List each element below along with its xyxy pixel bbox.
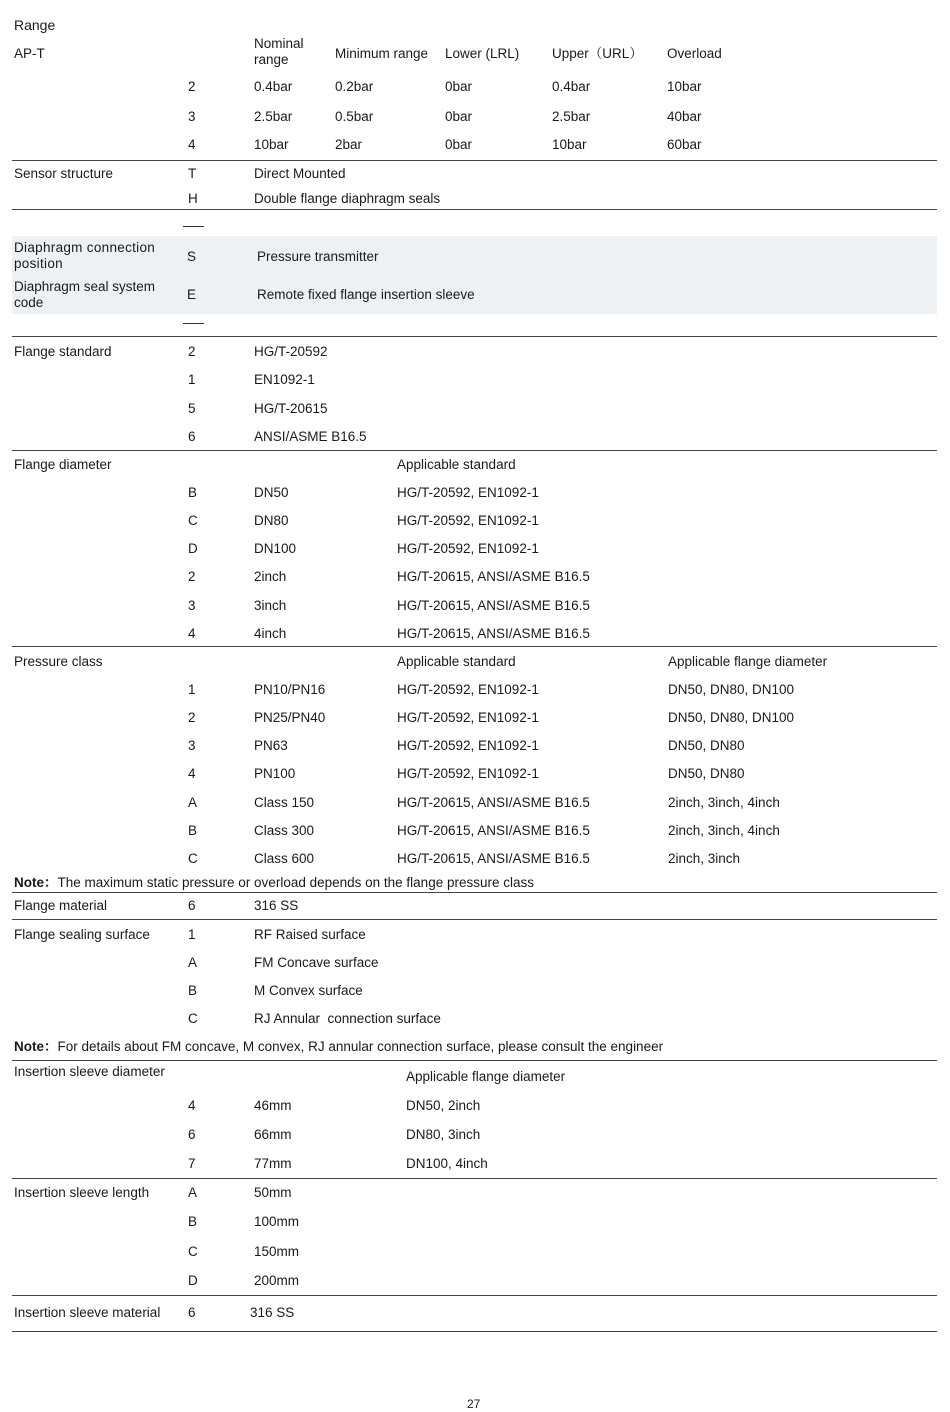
flange-diameter-desc: DN50 bbox=[254, 485, 289, 500]
section-divider bbox=[12, 1331, 937, 1332]
sleeve-length-desc: 50mm bbox=[254, 1185, 292, 1200]
flange-sealing-note bbox=[14, 1039, 663, 1055]
sensor-structure-label: Sensor structure bbox=[14, 166, 114, 181]
section-divider bbox=[12, 1295, 937, 1296]
pressure-class-note bbox=[14, 875, 534, 891]
sleeve-length-desc: 100mm bbox=[254, 1214, 300, 1229]
range-overload: 60bar bbox=[667, 137, 702, 152]
range-code: 4 bbox=[188, 137, 196, 152]
sleeve-length-code: D bbox=[188, 1273, 198, 1288]
sleeve-material-code: 6 bbox=[188, 1305, 196, 1320]
range-lower: 0bar bbox=[445, 79, 473, 94]
flange-diameter-desc: 3inch bbox=[254, 598, 287, 613]
range-code: 2 bbox=[188, 79, 196, 94]
note-label: Note： bbox=[14, 1039, 58, 1054]
note-text: For details about FM concave, M convex, RJ annular connection surface, please consult the engineer bbox=[57, 1039, 664, 1054]
pressure-class-std: HG/T-20615, ANSI/ASME B16.5 bbox=[397, 795, 590, 810]
sleeve-length-code: B bbox=[188, 1214, 198, 1229]
flange-diameter-code: 3 bbox=[188, 598, 196, 613]
section-divider bbox=[12, 919, 937, 920]
range-upper: 0.4bar bbox=[552, 79, 591, 94]
diaphragm-seal-label: Diaphragm seal system code bbox=[14, 279, 156, 310]
flange-standard-code: 2 bbox=[188, 344, 196, 359]
flange-material-code: 6 bbox=[188, 898, 196, 913]
sleeve-diameter-desc: 46mm bbox=[254, 1098, 292, 1113]
section-divider bbox=[12, 450, 937, 451]
sleeve-diameter-desc: 77mm bbox=[254, 1156, 292, 1171]
flange-diameter-std: HG/T-20615, ANSI/ASME B16.5 bbox=[397, 569, 590, 584]
flange-sealing-desc: RJ Annular connection surface bbox=[254, 1011, 441, 1026]
flange-sealing-desc: M Convex surface bbox=[254, 983, 363, 998]
flange-sealing-code: B bbox=[188, 983, 198, 998]
sensor-structure-code: T bbox=[188, 166, 197, 181]
pressure-class-code: 2 bbox=[188, 710, 196, 725]
range-minimum: 0.5bar bbox=[335, 109, 374, 124]
pressure-class-code: 1 bbox=[188, 682, 196, 697]
pressure-class-dia: 2inch, 3inch, 4inch bbox=[668, 823, 780, 838]
range-title: Range bbox=[14, 17, 56, 33]
sleeve-diameter-desc: 66mm bbox=[254, 1127, 292, 1142]
pressure-class-dia: 2inch, 3inch bbox=[668, 851, 741, 866]
sleeve-diameter-dia: DN80, 3inch bbox=[406, 1127, 481, 1142]
sleeve-diameter-label: Insertion sleeve diameter bbox=[14, 1064, 165, 1079]
flange-sealing-code: C bbox=[188, 1011, 198, 1026]
pressure-class-std: HG/T-20592, EN1092-1 bbox=[397, 682, 539, 697]
header-overload: Overload bbox=[667, 46, 722, 61]
range-upper: 2.5bar bbox=[552, 109, 591, 124]
flange-standard-desc: ANSI/ASME B16.5 bbox=[254, 429, 367, 444]
pressure-class-desc: Class 150 bbox=[254, 795, 315, 810]
flange-diameter-std: HG/T-20592, EN1092-1 bbox=[397, 513, 539, 528]
pressure-class-code: 3 bbox=[188, 738, 196, 753]
page-number: 27 bbox=[467, 1397, 481, 1411]
flange-diameter-std: HG/T-20592, EN1092-1 bbox=[397, 541, 539, 556]
sleeve-diameter-dia: DN50, 2inch bbox=[406, 1098, 481, 1113]
pressure-class-desc: PN25/PN40 bbox=[254, 710, 326, 725]
sensor-structure-desc: Direct Mounted bbox=[254, 166, 346, 181]
note-label: Note： bbox=[14, 875, 58, 890]
pressure-class-code: A bbox=[188, 795, 198, 810]
flange-diameter-std: HG/T-20615, ANSI/ASME B16.5 bbox=[397, 598, 590, 613]
flange-diameter-std: HG/T-20592, EN1092-1 bbox=[397, 485, 539, 500]
diaphragm-seal-code: E bbox=[187, 287, 197, 302]
pressure-class-std: HG/T-20592, EN1092-1 bbox=[397, 766, 539, 781]
pressure-class-code: 4 bbox=[188, 766, 196, 781]
section-divider bbox=[12, 336, 937, 337]
flange-sealing-desc: RF Raised surface bbox=[254, 927, 366, 942]
separator-dash bbox=[183, 226, 204, 227]
flange-diameter-label: Flange diameter bbox=[14, 457, 112, 472]
pressure-class-dia: 2inch, 3inch, 4inch bbox=[668, 795, 780, 810]
section-divider bbox=[12, 646, 937, 647]
sleeve-diameter-code: 4 bbox=[188, 1098, 196, 1113]
sleeve-length-desc: 200mm bbox=[254, 1273, 300, 1288]
flange-diameter-std: HG/T-20615, ANSI/ASME B16.5 bbox=[397, 626, 590, 641]
pressure-class-std: HG/T-20615, ANSI/ASME B16.5 bbox=[397, 851, 590, 866]
pressure-class-dia: DN50, DN80 bbox=[668, 766, 745, 781]
pressure-class-desc: PN63 bbox=[254, 738, 288, 753]
range-code: 3 bbox=[188, 109, 196, 124]
sleeve-material-desc: 316 SS bbox=[250, 1305, 295, 1320]
flange-diameter-desc: 2inch bbox=[254, 569, 287, 584]
flange-diameter-std-header: Applicable standard bbox=[397, 457, 516, 472]
separator-dash bbox=[183, 323, 204, 324]
model-code: AP-T bbox=[14, 46, 45, 61]
range-lower: 0bar bbox=[445, 109, 473, 124]
flange-standard-desc: EN1092-1 bbox=[254, 372, 315, 387]
flange-diameter-code: C bbox=[188, 513, 198, 528]
flange-standard-desc: HG/T-20592 bbox=[254, 344, 328, 359]
flange-material-label: Flange material bbox=[14, 898, 108, 913]
flange-sealing-code: 1 bbox=[188, 927, 196, 942]
range-nominal: 0.4bar bbox=[254, 79, 293, 94]
flange-standard-label: Flange standard bbox=[14, 344, 112, 359]
range-overload: 40bar bbox=[667, 109, 702, 124]
pressure-class-std: HG/T-20615, ANSI/ASME B16.5 bbox=[397, 823, 590, 838]
section-divider bbox=[12, 160, 937, 161]
sleeve-diameter-code: 6 bbox=[188, 1127, 196, 1142]
range-lower: 0bar bbox=[445, 137, 473, 152]
section-divider bbox=[12, 209, 937, 210]
pressure-class-label: Pressure class bbox=[14, 654, 103, 669]
flange-diameter-code: B bbox=[188, 485, 198, 500]
header-lower: Lower (LRL) bbox=[445, 46, 520, 61]
pressure-class-std: HG/T-20592, EN1092-1 bbox=[397, 738, 539, 753]
flange-sealing-desc: FM Concave surface bbox=[254, 955, 379, 970]
pressure-class-dia: DN50, DN80 bbox=[668, 738, 745, 753]
section-divider bbox=[12, 1178, 937, 1179]
pressure-class-dia-header: Applicable flange diameter bbox=[668, 654, 828, 669]
header-nominal-range: Nominal range bbox=[254, 36, 304, 67]
flange-standard-code: 5 bbox=[188, 401, 196, 416]
pressure-class-code: C bbox=[188, 851, 198, 866]
flange-diameter-desc: DN80 bbox=[254, 513, 289, 528]
pressure-class-std-header: Applicable standard bbox=[397, 654, 516, 669]
sleeve-length-label: Insertion sleeve length bbox=[14, 1185, 150, 1200]
flange-material-desc: 316 SS bbox=[254, 898, 299, 913]
range-overload: 10bar bbox=[667, 79, 702, 94]
note-text: The maximum static pressure or overload depends on the flange pressure class bbox=[57, 875, 534, 890]
pressure-class-dia: DN50, DN80, DN100 bbox=[668, 682, 795, 697]
sensor-structure-code: H bbox=[188, 191, 198, 206]
sleeve-material-label: Insertion sleeve material bbox=[14, 1305, 161, 1320]
pressure-class-desc: Class 600 bbox=[254, 851, 315, 866]
section-divider bbox=[12, 1060, 937, 1061]
flange-diameter-desc: 4inch bbox=[254, 626, 287, 641]
range-nominal: 10bar bbox=[254, 137, 289, 152]
diaphragm-seal-desc: Remote fixed flange insertion sleeve bbox=[257, 287, 475, 302]
pressure-class-code: B bbox=[188, 823, 198, 838]
flange-diameter-code: 2 bbox=[188, 569, 196, 584]
flange-standard-code: 6 bbox=[188, 429, 196, 444]
header-minimum-range: Minimum range bbox=[335, 46, 429, 61]
range-minimum: 0.2bar bbox=[335, 79, 374, 94]
sleeve-length-desc: 150mm bbox=[254, 1244, 300, 1259]
sleeve-diameter-dia: DN100, 4inch bbox=[406, 1156, 488, 1171]
range-upper: 10bar bbox=[552, 137, 587, 152]
sleeve-diameter-dia-header: Applicable flange diameter bbox=[406, 1069, 566, 1084]
flange-diameter-code: D bbox=[188, 541, 198, 556]
flange-diameter-desc: DN100 bbox=[254, 541, 297, 556]
flange-sealing-label: Flange sealing surface bbox=[14, 927, 150, 942]
sleeve-length-code: C bbox=[188, 1244, 198, 1259]
flange-standard-desc: HG/T-20615 bbox=[254, 401, 328, 416]
sleeve-diameter-code: 7 bbox=[188, 1156, 196, 1171]
sensor-structure-desc: Double flange diaphragm seals bbox=[254, 191, 441, 206]
flange-sealing-code: A bbox=[188, 955, 198, 970]
flange-standard-code: 1 bbox=[188, 372, 196, 387]
pressure-class-desc: PN10/PN16 bbox=[254, 682, 326, 697]
section-divider bbox=[12, 892, 937, 893]
pressure-class-std: HG/T-20592, EN1092-1 bbox=[397, 710, 539, 725]
flange-diameter-code: 4 bbox=[188, 626, 196, 641]
diaphragm-connection-label: Diaphragm connection position bbox=[14, 240, 156, 271]
diaphragm-connection-code: S bbox=[187, 249, 197, 264]
pressure-class-desc: Class 300 bbox=[254, 823, 315, 838]
range-minimum: 2bar bbox=[335, 137, 363, 152]
pressure-class-dia: DN50, DN80, DN100 bbox=[668, 710, 795, 725]
header-upper: Upper（URL） bbox=[552, 46, 643, 61]
range-nominal: 2.5bar bbox=[254, 109, 293, 124]
pressure-class-desc: PN100 bbox=[254, 766, 296, 781]
diaphragm-connection-desc: Pressure transmitter bbox=[257, 249, 379, 264]
sleeve-length-code: A bbox=[188, 1185, 198, 1200]
